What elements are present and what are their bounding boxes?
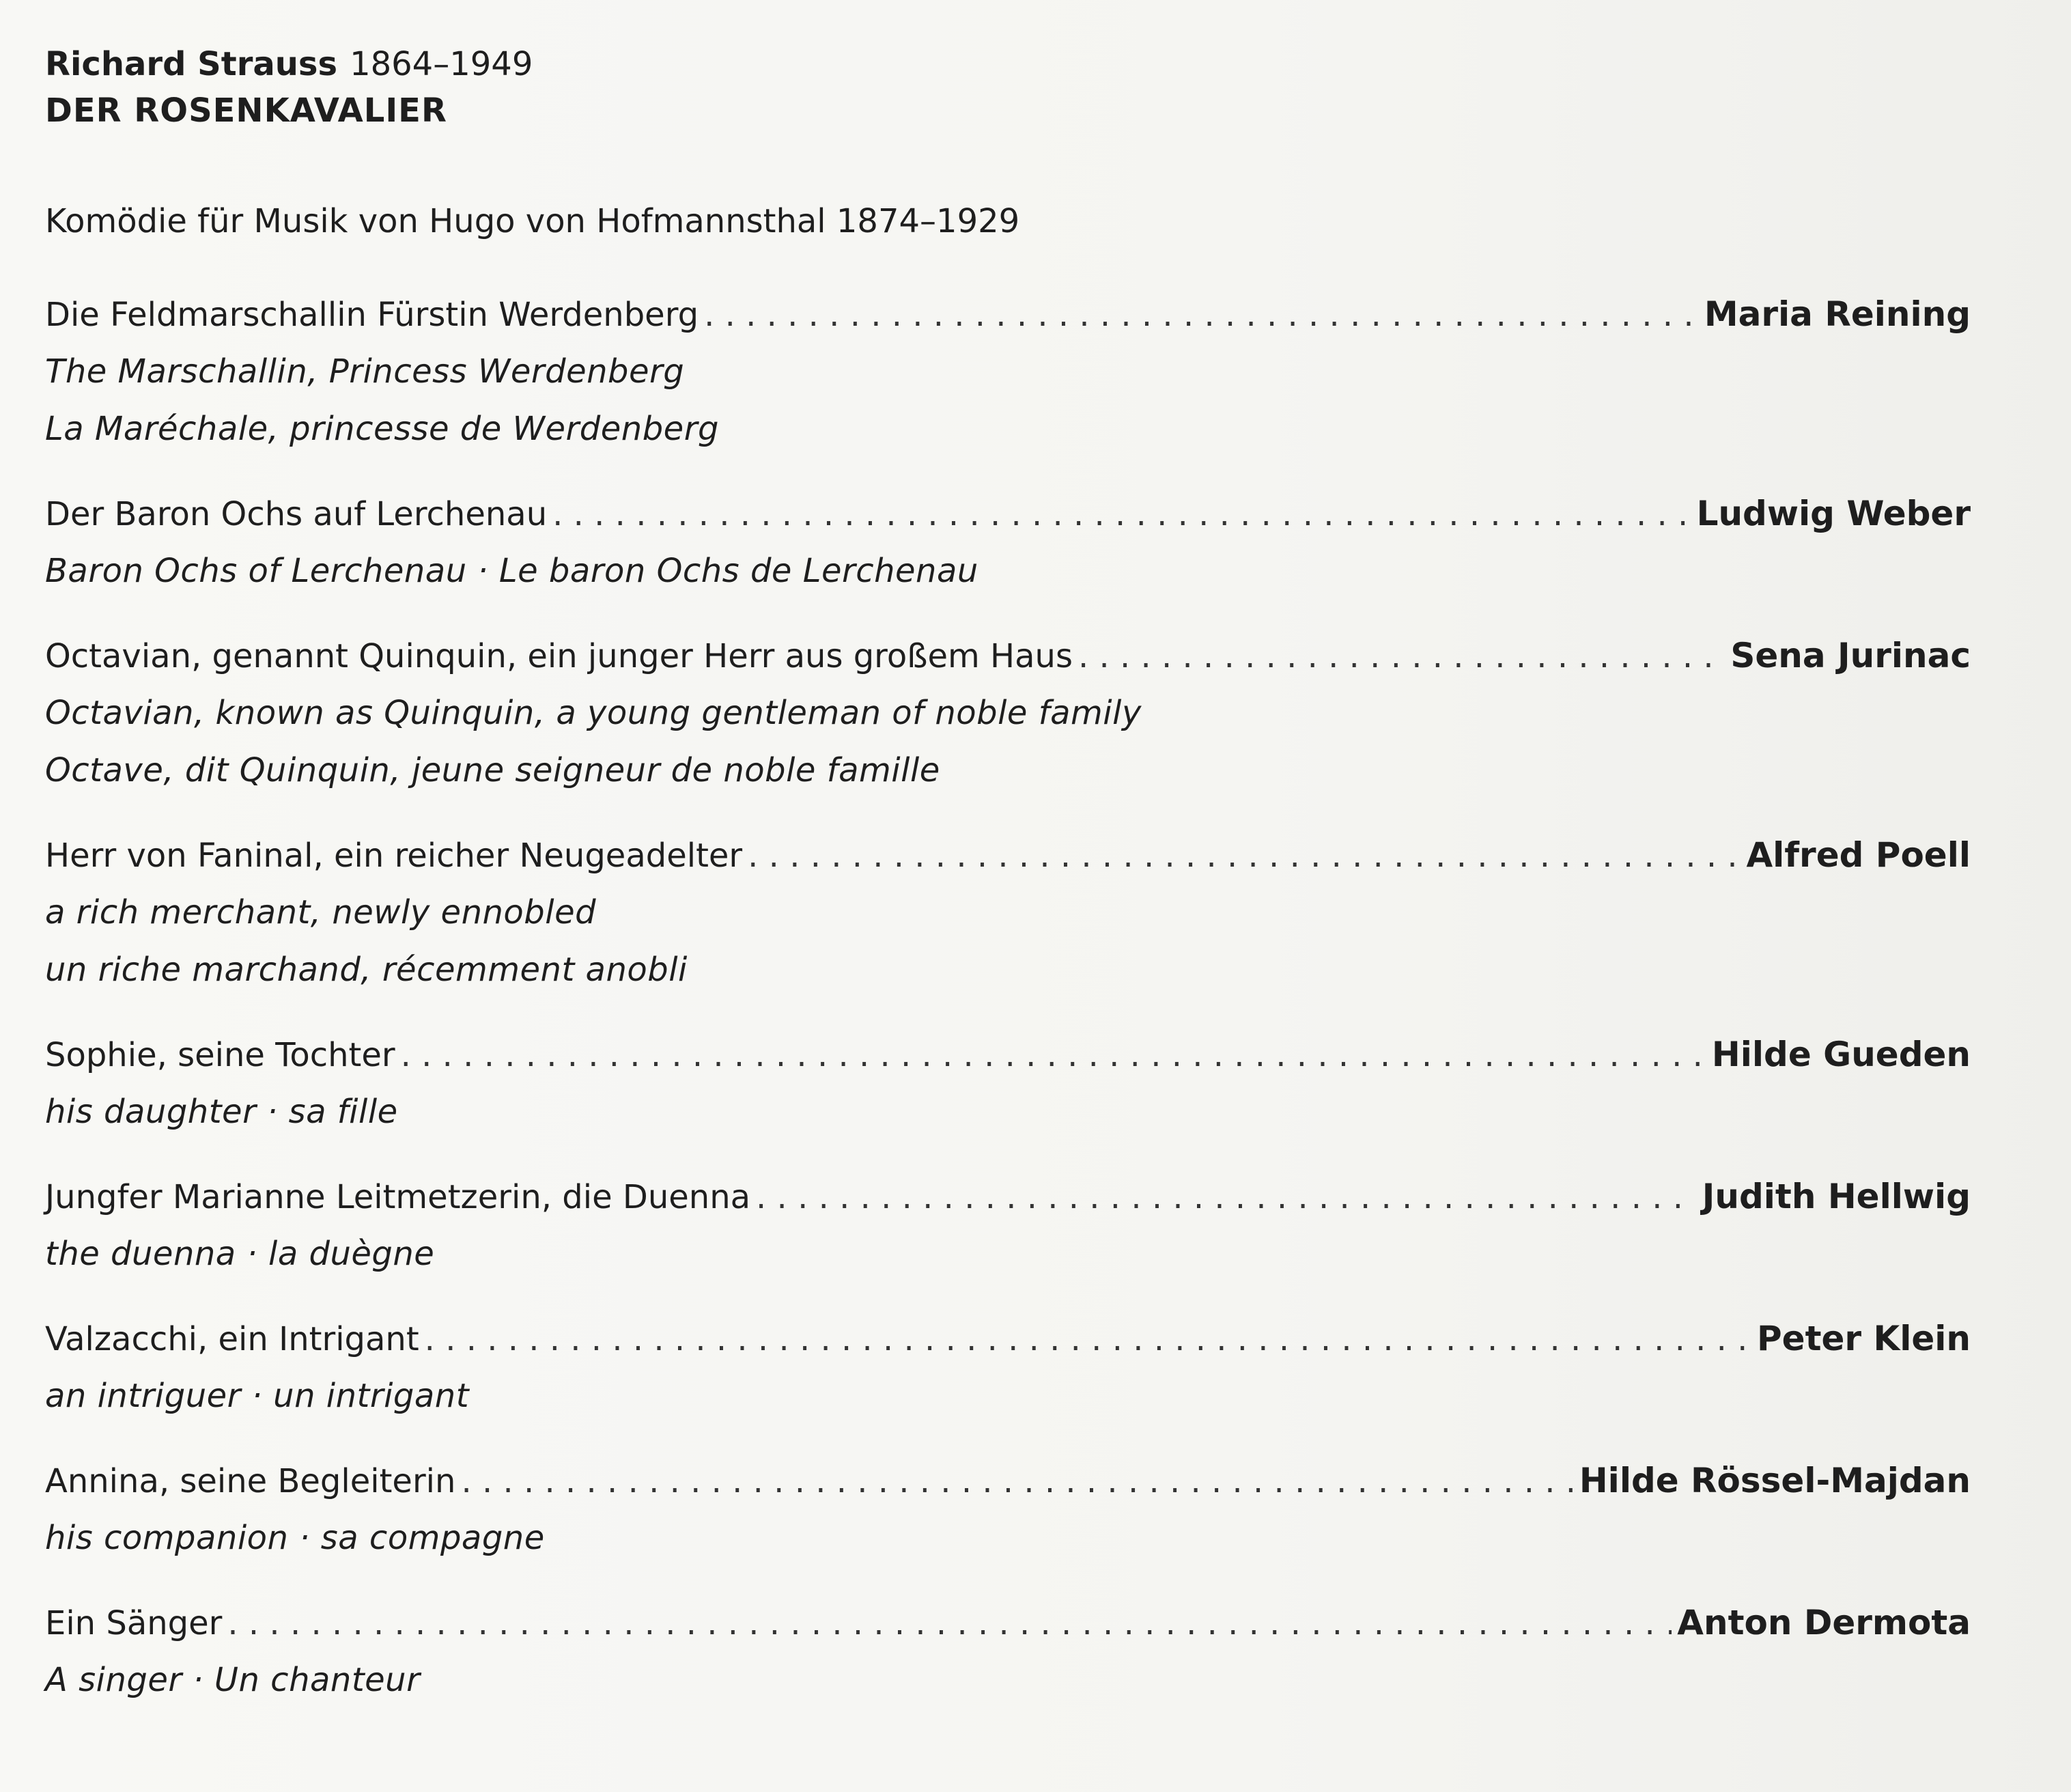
role-name: Valzacchi, ein Intrigant	[45, 1320, 419, 1358]
performer-name: Anton Dermota	[1677, 1603, 1971, 1642]
role-translation: La Maréchale, princesse de Werdenberg	[45, 410, 719, 448]
role-translation: Baron Ochs of Lerchenau · Le baron Ochs de Lerchenau	[45, 552, 978, 590]
cast-list	[45, 285, 1971, 1709]
role-name: Herr von Faninal, ein reicher Neugeadelter	[45, 837, 743, 875]
role-name: Jungfer Marianne Leitmetzerin, die Duenna	[45, 1178, 751, 1216]
composer-years: 1864–1949	[350, 45, 533, 83]
performer-name: Ludwig Weber	[1696, 494, 1971, 533]
role-name: Ein Sänger	[45, 1604, 223, 1642]
dot-leader	[756, 1168, 1697, 1226]
role-name: Sophie, seine Tochter	[45, 1036, 395, 1074]
performer-name: Peter Klein	[1757, 1319, 1971, 1358]
role-translation: The Marschallin, Princess Werdenberg	[45, 352, 685, 391]
cast-entry	[45, 1168, 1971, 1283]
dot-leader	[401, 1026, 1706, 1084]
role-translation: A singer · Un chanteur	[45, 1661, 421, 1699]
composer-name: Richard Strauss	[45, 45, 338, 83]
dot-leader	[748, 827, 1741, 884]
composer-heading	[45, 41, 1971, 87]
performer-name: Sena Jurinac	[1730, 636, 1971, 675]
cast-entry	[45, 1594, 1971, 1709]
performer-name: Maria Reining	[1704, 294, 1971, 334]
role-translation: his companion · sa compagne	[45, 1519, 545, 1557]
dot-leader	[1078, 628, 1725, 685]
cast-entry	[45, 1452, 1971, 1567]
performer-name: Alfred Poell	[1746, 835, 1971, 875]
dot-leader	[227, 1595, 1672, 1652]
role-name: Octavian, genannt Quinquin, ein junger Herr aus großem Haus	[45, 637, 1073, 675]
role-translation: an intriguer · un intrigant	[45, 1377, 470, 1415]
role-name: Der Baron Ochs auf Lerchenau	[45, 495, 548, 533]
performer-name: Hilde Rössel-Majdan	[1579, 1461, 1971, 1500]
dot-leader	[425, 1311, 1751, 1368]
cast-list-page	[45, 41, 1971, 1736]
performer-name: Judith Hellwig	[1702, 1177, 1971, 1216]
role-translation: his daughter · sa fille	[45, 1093, 398, 1131]
role-translation: the duenna · la duègne	[45, 1235, 435, 1273]
opera-subtitle: Komödie für Musik von Hugo von Hofmannsthal 1874–1929	[45, 202, 1020, 240]
dot-leader	[704, 286, 1699, 344]
performer-name: Hilde Gueden	[1711, 1035, 1971, 1074]
role-translation: Octavian, known as Quinquin, a young gentleman of noble family	[45, 694, 1142, 732]
role-translation: a rich merchant, newly ennobled	[45, 893, 597, 932]
role-translation: Octave, dit Quinquin, jeune seigneur de noble famille	[45, 751, 940, 789]
role-translation: un riche marchand, récemment anobli	[45, 951, 688, 989]
opera-title: DER ROSENKAVALIER	[45, 92, 447, 130]
cast-entry	[45, 285, 1971, 458]
cast-entry	[45, 627, 1971, 799]
cast-entry	[45, 485, 1971, 600]
role-name: Die Feldmarschallin Fürstin Werdenberg	[45, 296, 699, 334]
dot-leader	[552, 486, 1691, 543]
cast-entry	[45, 1026, 1971, 1140]
cast-entry	[45, 826, 1971, 998]
cast-entry	[45, 1310, 1971, 1425]
dot-leader	[461, 1453, 1573, 1510]
role-name: Annina, seine Begleiterin	[45, 1462, 456, 1500]
